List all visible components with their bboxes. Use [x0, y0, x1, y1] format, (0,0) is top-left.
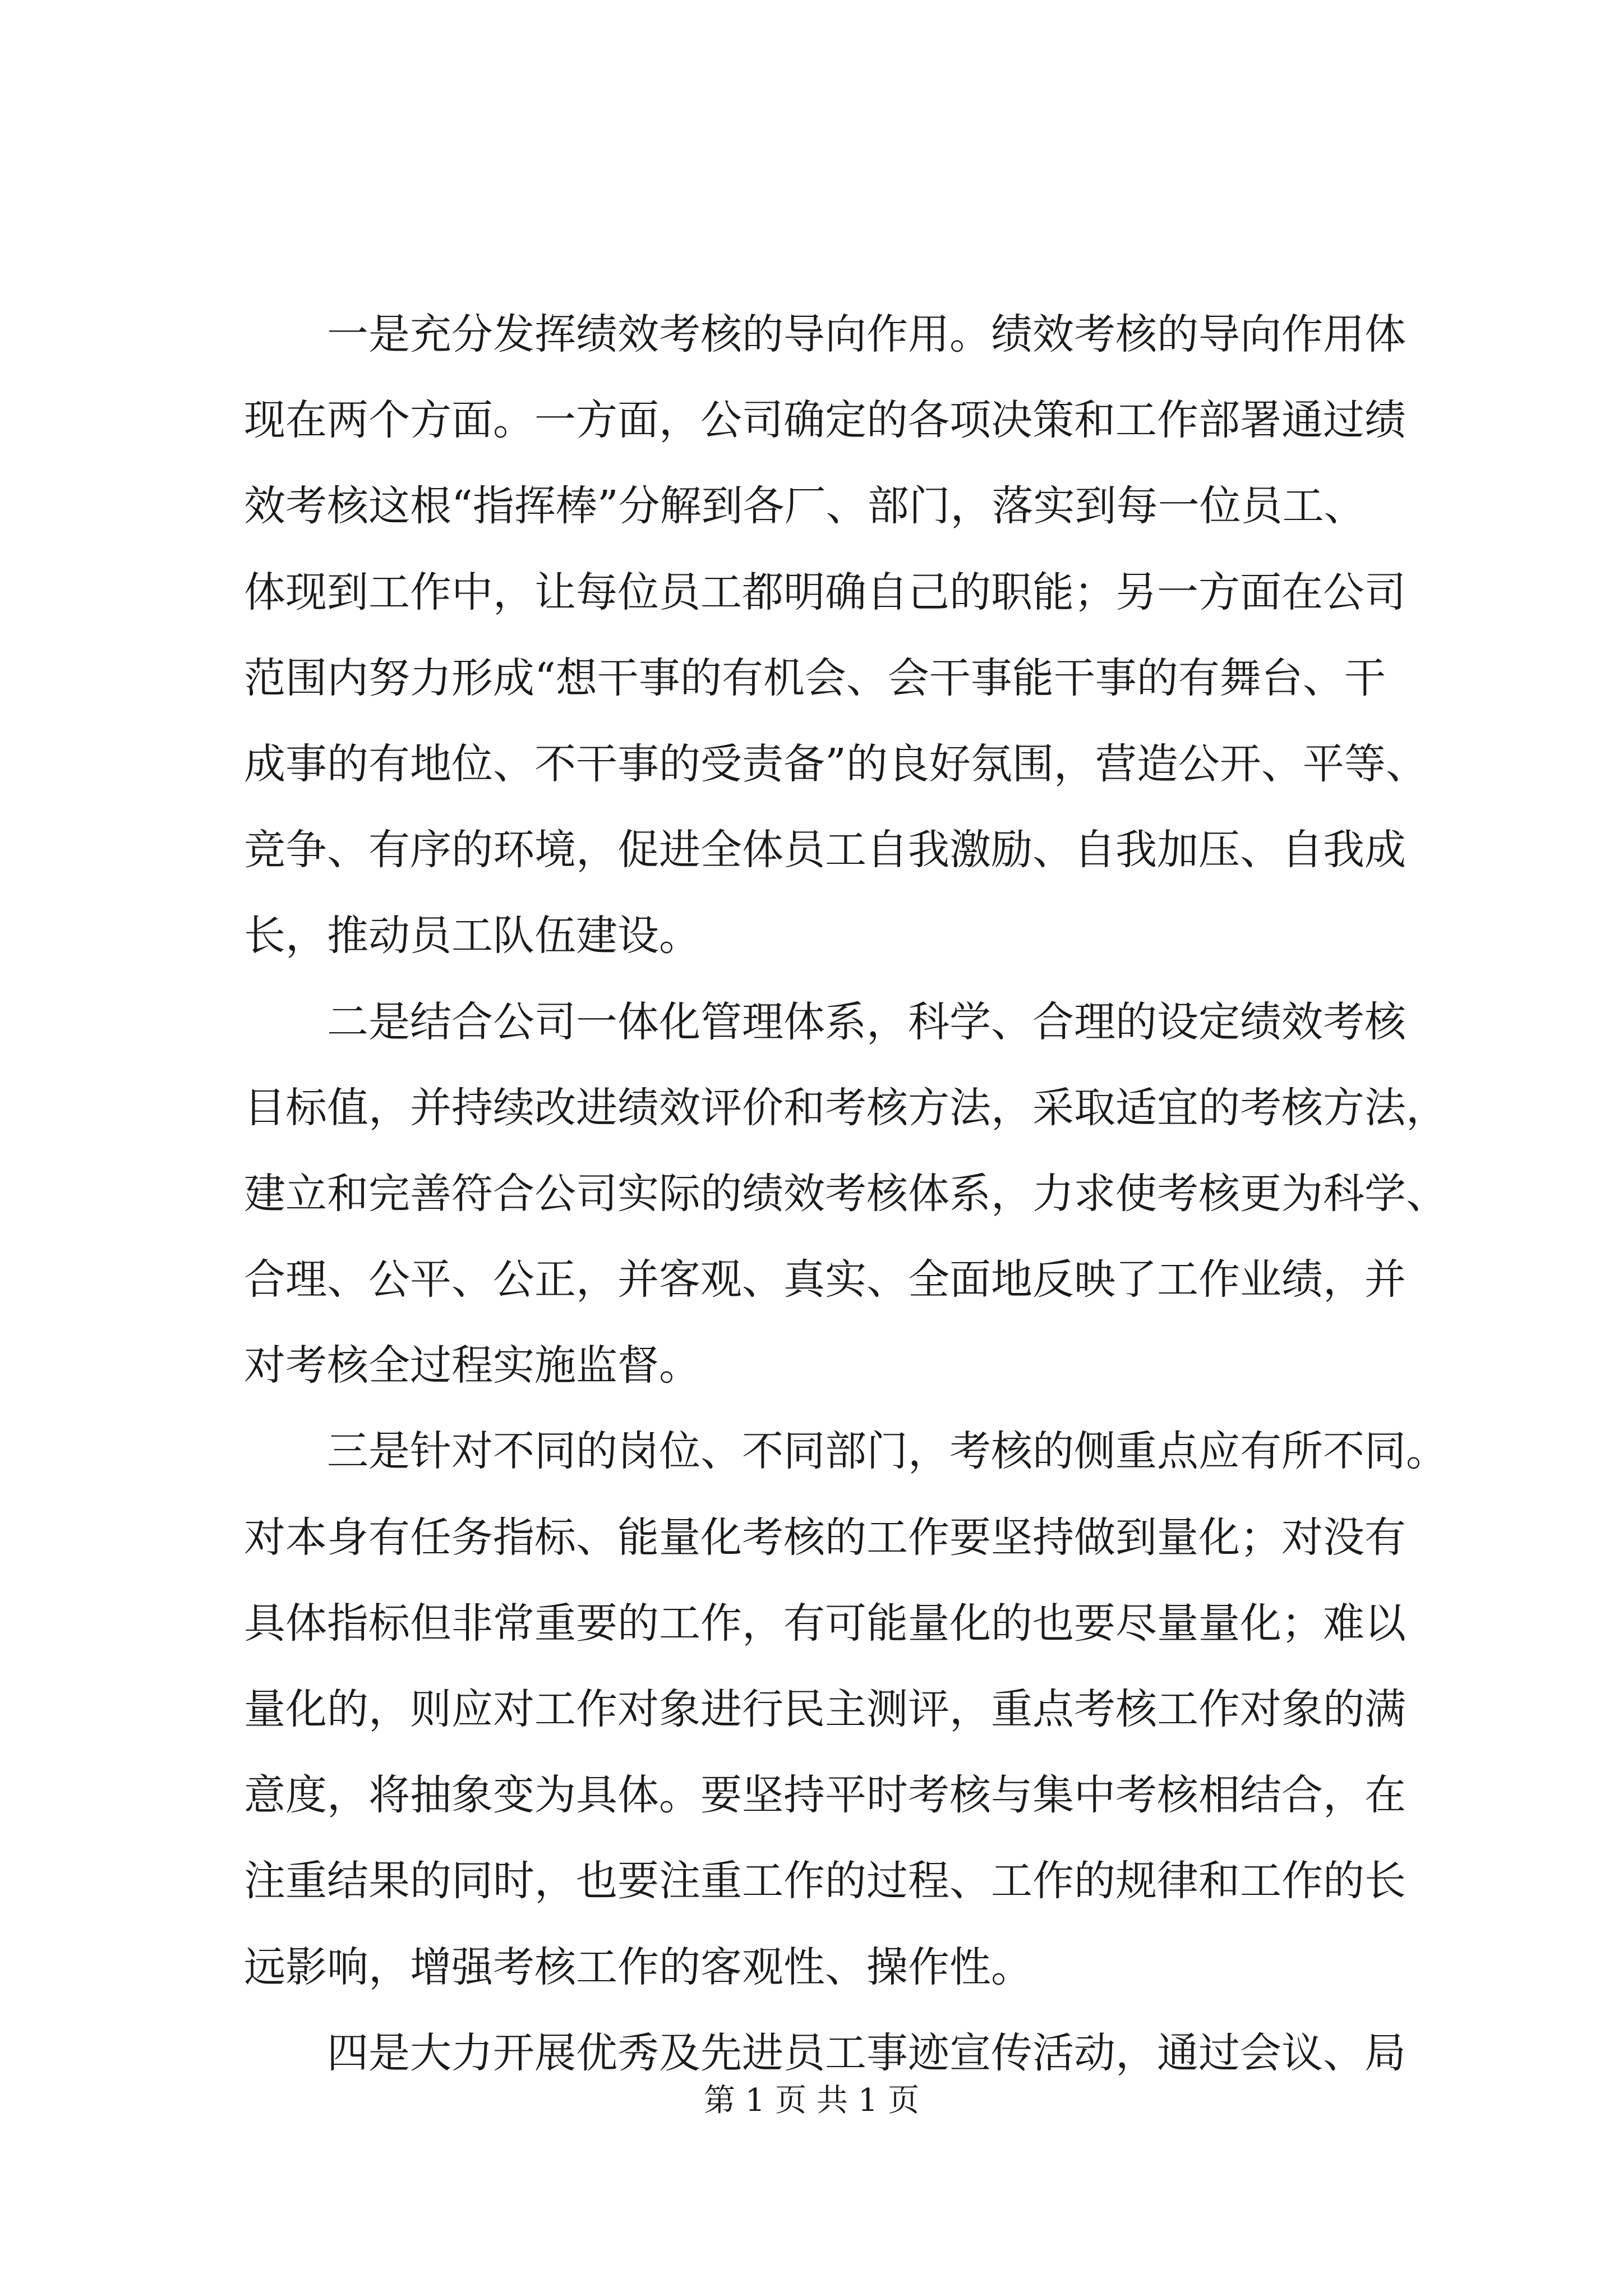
text-line: 效考核这根“指挥棒”分解到各厂、部门，落实到每一位员工、	[244, 482, 1366, 531]
text-line: 意度，将抽象变为具体。要坚持平时考核与集中考核相结合，在	[244, 1771, 1406, 1820]
text-line: 量化的，则应对工作对象进行民主测评，重点考核工作对象的满	[244, 1685, 1406, 1733]
text-line: 竞争、有序的环境，促进全体员工自我激励、自我加压、自我成	[244, 826, 1406, 875]
text-line: 长，推动员工队伍建设。	[244, 912, 700, 960]
text-line: 对本身有任务指标、能量化考核的工作要坚持做到量化；对没有	[244, 1513, 1406, 1562]
text-line: 合理、公平、公正，并客观、真实、全面地反映了工作业绩，并	[244, 1255, 1406, 1304]
document-body	[244, 292, 1447, 2096]
text-line: 注重结果的同时，也要注重工作的过程、工作的规律和工作的长	[244, 1857, 1406, 1906]
text-line: 目标值，并持续改进绩效评价和考核方法，采取适宜的考核方法，	[244, 1083, 1447, 1132]
text-line: 二是结合公司一体化管理体系，科学、合理的设定绩效考核	[327, 997, 1406, 1046]
text-line: 一是充分发挥绩效考核的导向作用。绩效考核的导向作用体	[327, 310, 1406, 358]
text-line: 现在两个方面。一方面，公司确定的各项决策和工作部署通过绩	[244, 396, 1406, 445]
text-line: 四是大力开展优秀及先进员工事迹宣传活动，通过会议、局	[327, 2028, 1406, 2077]
text-line: 体现到工作中，让每位员工都明确自己的职能；另一方面在公司	[244, 568, 1406, 616]
text-line: 具体指标但非常重要的工作，有可能量化的也要尽量量化；难以	[244, 1599, 1406, 1648]
text-line: 对考核全过程实施监督。	[244, 1341, 700, 1390]
text-line: 成事的有地位、不干事的受责备”的良好氛围，营造公开、平等、	[244, 739, 1427, 788]
text-line: 范围内努力形成“想干事的有机会、会干事能干事的有舞台、干	[244, 654, 1386, 702]
text-line: 三是针对不同的岗位、不同部门，考核的侧重点应有所不同。	[327, 1427, 1447, 1476]
text-line: 建立和完善符合公司实际的绩效考核体系，力求使考核更为科学、	[244, 1169, 1447, 1218]
text-line: 远影响，增强考核工作的客观性、操作性。	[244, 1943, 1032, 1991]
page-number-footer: 第 1 页 共 1 页	[703, 2082, 920, 2119]
